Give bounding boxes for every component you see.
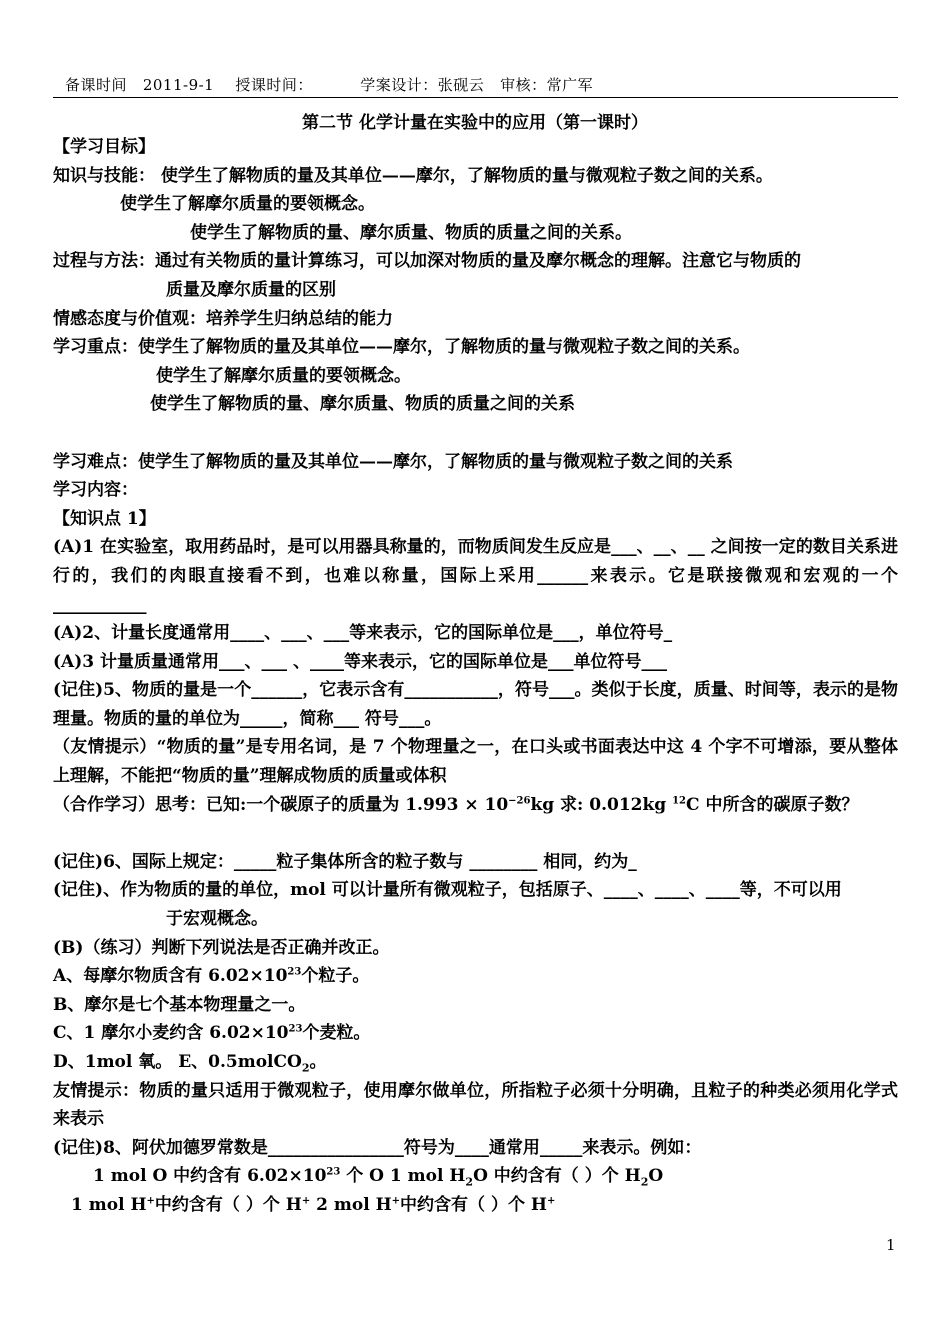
- text-line: 质量及摩尔质量的区别: [166, 279, 336, 300]
- question-a1: (A)1 在实验室，取用药品时，是可以用器具称量的，而物质间发生反应是___、__、__ 之间按一定的数目关系进行的，我们的肉眼直接看不到，也难以称量，国际上采用______来表示。它是联接微观和宏观的一个 ___________: [53, 537, 898, 615]
- text-line: 过程与方法：通过有关物质的量计算练习，可以加深对物质的量及摩尔概念的理解。注意它与物质的: [53, 251, 801, 272]
- question-a3: (A)3 计量质量通常用___、___ 、____等来表示，它的国际单位是___单位符号___: [53, 651, 667, 672]
- text-line: 使学生了解摩尔质量的要领概念。: [120, 194, 375, 215]
- text-line: 情感态度与价值观：培养学生归纳总结的能力: [53, 308, 393, 329]
- reviewer: 审核：常广军: [500, 76, 594, 94]
- exercise-a: A、每摩尔物质含有 $6.02\times 10^{23}$个粒子。: [53, 966, 370, 987]
- coop-question: （合作学习）思考：已知:一个碳原子的质量为 $1.993 \times 10^{-26}kg$ 求: 0.012kg $^{12}$C 中所含的碳原子数？: [53, 794, 859, 815]
- prep-time-value: 2011-9-1: [142, 76, 215, 94]
- section-heading-knowledge-1: 【知识点 1】: [53, 508, 156, 529]
- exercise-b: B、摩尔是七个基本物理量之一。: [53, 994, 306, 1015]
- exercise-heading: (B)（练习）判断下列说法是否正确并改正。: [53, 937, 390, 958]
- header-rule: [53, 97, 898, 98]
- text-line: 知识与技能： 使学生了解物质的量及其单位——摩尔，了解物质的量与微观粒子数之间的关系。: [53, 165, 773, 186]
- question-5: (记住)5、物质的量是一个______，它表示含有___________，符号___。类似于长度，质量、时间等，表示的是物理量。物质的量的单位为_____，简称___ 符号___。: [53, 680, 898, 729]
- avogadro-question: (记住)8、阿伏加德罗常数是________________符号为____通常用_____来表示。例如：: [53, 1137, 702, 1158]
- friendly-tip-1: （友情提示）“物质的量”是专用名词，是 7 个物理量之一，在口头或书面表达中这 4 个字不可增添，要从整体上理解，不能把“物质的量”理解成物质的质量或体积: [53, 737, 898, 787]
- example-row-1: 1 mol O 中约含有 $6.02\times 10^{23}$ 个 O 1 mol $H_2O$ 中约含有（ ）个 $H_2O$: [93, 1166, 664, 1189]
- blank-line: [53, 819, 898, 848]
- text-line: 使学生了解物质的量、摩尔质量、物质的质量之间的关系: [150, 394, 575, 415]
- question-6: (记住)6、国际上规定：_____粒子集体所含的粒子数与 ________ 相同，约为_: [53, 851, 637, 872]
- friendly-tip-2: 友情提示：物质的量只适用于微观粒子，使用摩尔做单位，所指粒子必须十分明确，且粒子的种类必须用化学式来表示: [53, 1080, 898, 1130]
- teach-time-label: 授课时间：: [235, 76, 313, 94]
- question-mol-unit: (记住)、作为物质的量的单位，mol 可以计量所有微观粒子，包括原子、____、____、____等，不可以用: [53, 880, 842, 901]
- document-title: 第二节 化学计量在实验中的应用（第一课时）: [302, 113, 648, 133]
- question-a2: (A)2、计量长度通常用____、___、___等来表示，它的国际单位是___，单位符号_: [53, 623, 673, 644]
- page-header: [53, 74, 898, 95]
- example-row-2: 1 mol H+中约含有（ ）个 H+ 2 mol H+中约含有（ ）个 H+: [71, 1194, 556, 1215]
- exercise-c: C、1 摩尔小麦约含 $6.02\times 10^{23}$个麦粒。: [53, 1023, 371, 1044]
- exercise-de: D、1mol 氧。 E、0.5molCO$_2$。: [53, 1052, 327, 1075]
- section-heading-objectives: 【学习目标】: [53, 137, 155, 157]
- text-line: 学习难点：使学生了解物质的量及其单位——摩尔，了解物质的量与微观粒子数之间的关系: [53, 451, 733, 472]
- text-line: 学习重点：使学生了解物质的量及其单位——摩尔，了解物质的量与微观粒子数之间的关系。: [53, 337, 750, 358]
- text-line: 使学生了解摩尔质量的要领概念。: [156, 365, 411, 386]
- prep-time-label: 备课时间: [65, 76, 128, 94]
- text-line: 于宏观概念。: [166, 909, 268, 930]
- blank-line: [53, 419, 898, 448]
- text-line: 学习内容：: [53, 480, 138, 501]
- document-body: [53, 133, 898, 1220]
- text-line: 使学生了解物质的量、摩尔质量、物质的质量之间的关系。: [190, 222, 632, 243]
- designer: 学案设计：张砚云: [360, 76, 485, 94]
- page-number: 1: [886, 1236, 896, 1254]
